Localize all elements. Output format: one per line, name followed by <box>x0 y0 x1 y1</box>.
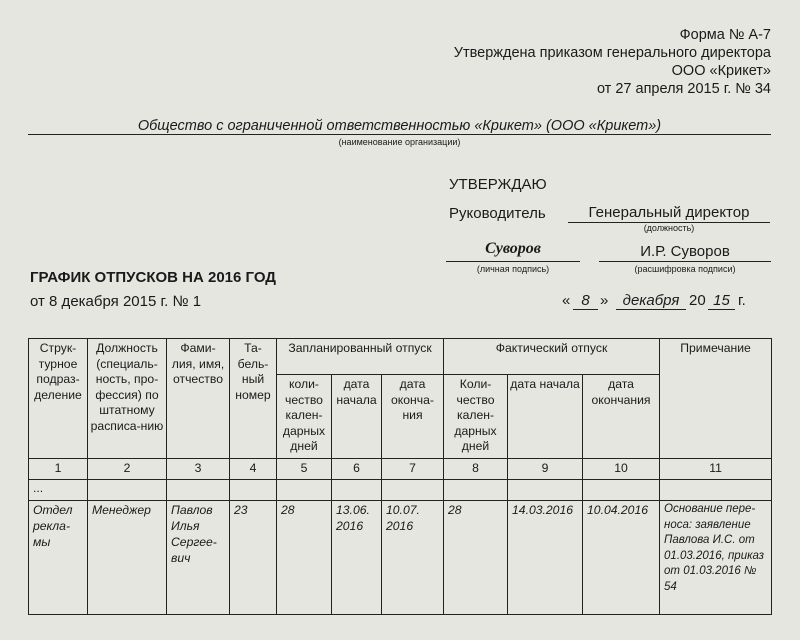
ellipsis-cell: ... <box>29 480 88 501</box>
date-g: г. <box>738 292 746 309</box>
col-number: 9 <box>508 459 583 480</box>
header-row-1 <box>29 339 772 375</box>
header-full-name: Фами-лия, имя, отчество <box>167 339 230 459</box>
ellipsis-row <box>29 480 772 501</box>
cell-department: Отдел рекла-мы <box>29 501 88 615</box>
form-number: Форма № А-7 <box>679 27 771 43</box>
cell-actual-days: 28 <box>444 501 508 615</box>
signature: Суворов <box>446 240 580 262</box>
col-number: 2 <box>88 459 167 480</box>
cell-note: Основание пере-носа: заявление Павлова И.С. от 01.03.2016, приказ от 01.03.2016 № 54 <box>660 501 772 615</box>
col-number: 7 <box>382 459 444 480</box>
col-number: 1 <box>29 459 88 480</box>
header-planned-start: дата начала <box>332 375 382 459</box>
header-actual: Фактический отпуск <box>444 339 660 375</box>
company-short: ООО «Крикет» <box>671 63 771 79</box>
cell-planned-start: 13.06. 2016 <box>332 501 382 615</box>
signer-name: И.Р. Суворов <box>599 243 771 262</box>
organization-name: Общество с ограниченной ответственностью «Крикет» (ООО «Крикет») <box>137 118 662 134</box>
header-department: Струк-турное подраз-деление <box>29 339 88 459</box>
approve-word: УТВЕРЖДАЮ <box>449 176 547 193</box>
column-numbers-row <box>29 459 772 480</box>
date-year-prefix: 20 <box>689 292 706 309</box>
header-position: Должность (специаль-ность, про-фессия) по штатному расписа-нию <box>88 339 167 459</box>
date-day: 8 <box>573 292 598 310</box>
col-number: 8 <box>444 459 508 480</box>
cell-planned-end: 10.07. 2016 <box>382 501 444 615</box>
date-quote-open: « <box>562 292 571 309</box>
table-row <box>29 501 772 615</box>
header-actual-start: дата начала <box>508 375 583 459</box>
date-quote-close: » <box>600 292 609 309</box>
order-date: от 27 апреля 2015 г. № 34 <box>596 81 771 97</box>
signature-caption: (личная подпись) <box>476 264 550 274</box>
cell-planned-days: 28 <box>277 501 332 615</box>
document-title: ГРАФИК ОТПУСКОВ НА 2016 ГОД <box>30 269 276 286</box>
col-number: 10 <box>583 459 660 480</box>
cell-actual-end: 10.04.2016 <box>583 501 660 615</box>
header-actual-end: дата окончания <box>583 375 660 459</box>
cell-position: Менеджер <box>88 501 167 615</box>
header-planned-end: дата оконча-ния <box>382 375 444 459</box>
col-number: 11 <box>660 459 772 480</box>
col-number: 4 <box>230 459 277 480</box>
organization-caption: (наименование организации) <box>338 137 461 147</box>
position-value: Генеральный директор <box>568 204 770 223</box>
form-header <box>454 26 771 98</box>
header-note: Примечание <box>660 339 772 459</box>
col-number: 5 <box>277 459 332 480</box>
organization-line <box>28 134 771 135</box>
cell-full-name: Павлов Илья Сергее-вич <box>167 501 230 615</box>
col-number: 3 <box>167 459 230 480</box>
header-tab-number: Та-бель-ный номер <box>230 339 277 459</box>
date-year-suffix: 15 <box>708 292 735 310</box>
signer-name-caption: (расшифровка подписи) <box>634 264 736 274</box>
approval-order: Утверждена приказом генерального директора <box>453 45 771 61</box>
vacation-schedule-table <box>28 338 772 615</box>
date-month: декабря <box>616 292 686 310</box>
header-actual-days: Коли-чество кален-дарных дней <box>444 375 508 459</box>
document-subtitle: от 8 декабря 2015 г. № 1 <box>30 293 202 310</box>
position-caption: (должность) <box>643 223 695 233</box>
cell-actual-start: 14.03.2016 <box>508 501 583 615</box>
cell-tab-number: 23 <box>230 501 277 615</box>
col-number: 6 <box>332 459 382 480</box>
role-label: Руководитель <box>449 205 546 222</box>
header-planned: Запланированный отпуск <box>277 339 444 375</box>
header-planned-days: коли-чество кален-дарных дней <box>277 375 332 459</box>
